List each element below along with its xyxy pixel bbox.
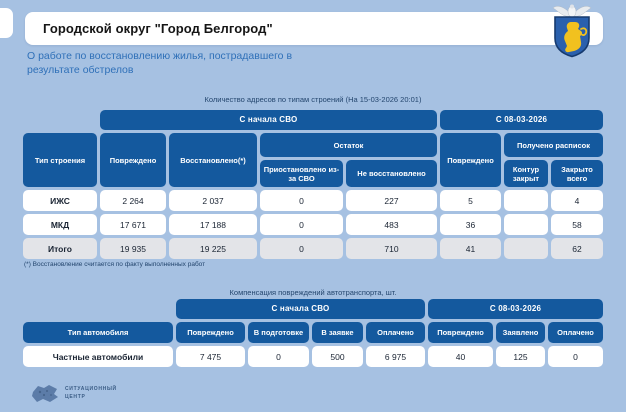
cell-type: Итого — [23, 238, 97, 259]
logo-text-line2: ЦЕНТР — [65, 393, 86, 400]
group-header-remainder: Остаток — [260, 133, 437, 157]
cell-in-preparation: 0 — [248, 346, 309, 367]
cell-paid: 6 975 — [366, 346, 425, 367]
cell-damaged-since-date: 36 — [440, 214, 501, 235]
cell-damaged: 19 935 — [100, 238, 166, 259]
cell-in-request: 500 — [312, 346, 363, 367]
cell-suspended: 0 — [260, 238, 343, 259]
cell-restored: 19 225 — [169, 238, 257, 259]
col-header-damaged: Повреждено — [176, 322, 245, 343]
group-header-since-date: С 08-03-2026 — [428, 299, 603, 319]
housing-table-footnote: (*) Восстановление считается по факту выполненных работ — [24, 261, 206, 268]
belgorod-coat-of-arms-icon — [551, 2, 593, 58]
cell-restored: 17 188 — [169, 214, 257, 235]
cell-not-restored: 710 — [346, 238, 437, 259]
cell-damaged-since-date: 40 — [428, 346, 493, 367]
cell-restored: 2 037 — [169, 190, 257, 211]
housing-table — [23, 110, 603, 259]
group-header-since-date: С 08-03-2026 — [440, 110, 603, 130]
partial-card-fragment — [0, 8, 13, 38]
vehicles-table — [23, 299, 603, 367]
cell-type: ИЖС — [23, 190, 97, 211]
page-title: Городской округ "Город Белгород" — [43, 21, 273, 36]
cell-suspended: 0 — [260, 190, 343, 211]
col-header-paid-since-date: Оплачено — [548, 322, 603, 343]
col-header-restored: Восстановлено(*) — [169, 133, 257, 187]
page-subtitle: О работе по восстановлению жилья, пострадавшего в результате обстрелов — [27, 50, 293, 77]
region-map-icon — [30, 383, 60, 404]
cell-contour-closed — [504, 214, 548, 235]
situation-center-logo — [30, 383, 117, 404]
cell-closed-total: 62 — [551, 238, 603, 259]
logo-text-line1: СИТУАЦИОННЫЙ — [65, 386, 117, 392]
cell-type: МКД — [23, 214, 97, 235]
col-header-in-preparation: В подготовке — [248, 322, 309, 343]
cell-contour-closed — [504, 238, 548, 259]
title-bar — [25, 12, 603, 45]
cell-suspended: 0 — [260, 214, 343, 235]
cell-closed-total: 58 — [551, 214, 603, 235]
col-header-damaged-since-date: Повреждено — [440, 133, 501, 187]
cell-type: Частные автомобили — [23, 346, 173, 367]
col-header-damaged: Повреждено — [100, 133, 166, 187]
cell-paid-since-date: 0 — [548, 346, 603, 367]
cell-damaged-since-date: 5 — [440, 190, 501, 211]
col-header-contour-closed: Контур закрыт — [504, 160, 548, 187]
cell-not-restored: 483 — [346, 214, 437, 235]
group-header-receipts: Получено расписок — [504, 133, 603, 157]
cell-damaged: 7 475 — [176, 346, 245, 367]
col-header-closed-total: Закрыто всего — [551, 160, 603, 187]
cell-damaged: 17 671 — [100, 214, 166, 235]
group-header-since-svo: С начала СВО — [100, 110, 437, 130]
cell-declared: 125 — [496, 346, 545, 367]
col-header-paid: Оплачено — [366, 322, 425, 343]
vehicles-table-title: Компенсация повреждений автотранспорта, шт. — [229, 288, 397, 297]
col-header-in-request: В заявке — [312, 322, 363, 343]
col-header-building-type: Тип строения — [23, 133, 97, 187]
col-header-declared: Заявлено — [496, 322, 545, 343]
group-header-since-svo: С начала СВО — [176, 299, 425, 319]
cell-contour-closed — [504, 190, 548, 211]
col-header-not-restored: Не восстановлено — [346, 160, 437, 187]
col-header-suspended: Приостановлено из-за СВО — [260, 160, 343, 187]
cell-damaged-since-date: 41 — [440, 238, 501, 259]
housing-table-title: Количество адресов по типам строений (На 15-03-2026 20:01) — [204, 95, 422, 104]
cell-closed-total: 4 — [551, 190, 603, 211]
col-header-vehicle-type: Тип автомобиля — [23, 322, 173, 343]
col-header-damaged-since-date: Повреждено — [428, 322, 493, 343]
cell-not-restored: 227 — [346, 190, 437, 211]
cell-damaged: 2 264 — [100, 190, 166, 211]
